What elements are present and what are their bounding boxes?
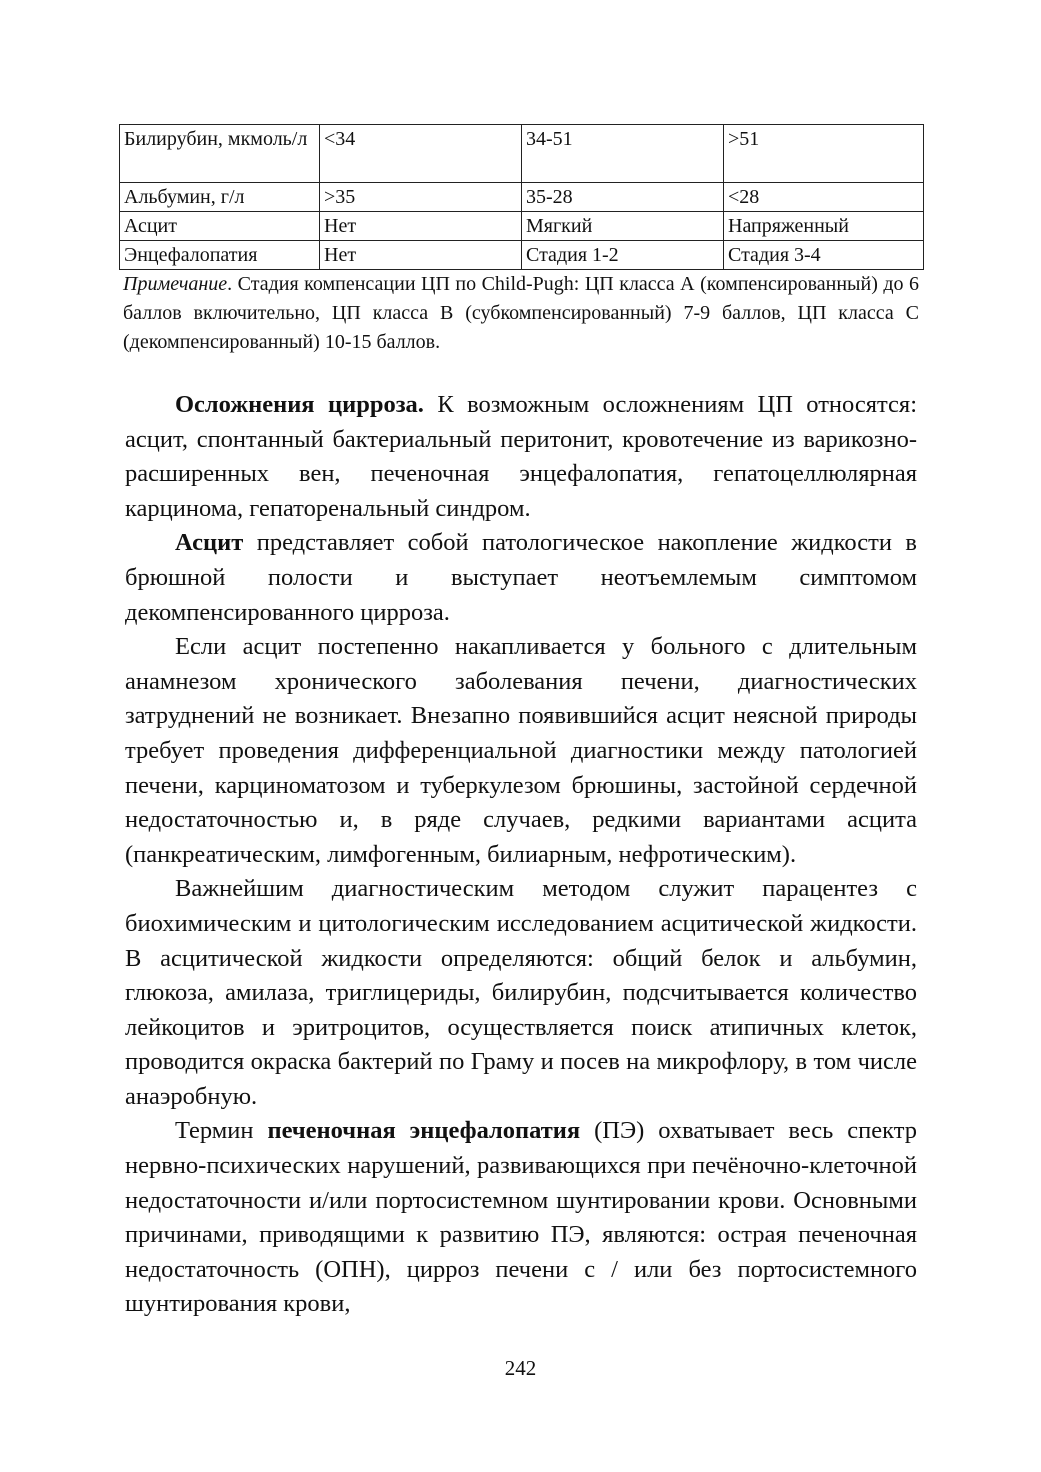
paragraph-encephalopathy <box>125 1114 917 1322</box>
table-cell: Билирубин, мкмоль/л <box>120 125 320 183</box>
table-row <box>120 212 924 241</box>
paragraph-text: (ПЭ) охватывает весь спектр нервно-психических нарушений, развивающихся при печёночно-клеточной недостаточности и/или портосистемном шунтировании крови. Основными причинами, приводящими к развитию ПЭ, являются: острая печеночная недостаточность (ОПН), цирроз печени с / или без портосистемного шунтирования крови, <box>125 1117 917 1318</box>
table-cell: Стадия 1-2 <box>522 241 724 270</box>
table-cell: >51 <box>724 125 924 183</box>
paragraph-ascites <box>125 526 917 630</box>
table-cell: Стадия 3-4 <box>724 241 924 270</box>
table-cell: <28 <box>724 183 924 212</box>
table-row <box>120 241 924 270</box>
main-text <box>125 388 917 1322</box>
term-hepatic-encephalopathy: печеночная энцефалопатия <box>267 1117 581 1145</box>
criteria-table <box>119 124 924 270</box>
table-cell: Альбумин, г/л <box>120 183 320 212</box>
paragraph-paracentesis: Важнейшим диагностическим методом служит парацентез с биохимическим и цитологическим исследованием асцитической жидкости. В асцитической жидкости определяются: общий белок и альбумин, глюкоза, амилаза, триглицериды, билирубин, подсчитывается количество лейкоцитов и эритроцитов, осуществляется поиск атипичных клеток, проводится окраска бактерий по Граму и посев на микрофлору, в том числе анаэробную. <box>125 875 917 1110</box>
table-row <box>120 183 924 212</box>
table-cell: Напряженный <box>724 212 924 241</box>
table-cell: <34 <box>320 125 522 183</box>
table-cell: Асцит <box>120 212 320 241</box>
note-text: . Стадия компенсации ЦП по Child-Pugh: ЦП класса А (компенсированный) до 6 баллов включительно, ЦП класса В (субкомпенсированный) 7-9 баллов, ЦП класса С (декомпенсированный) 10-15 баллов. <box>123 273 919 353</box>
heading-complications: Осложнения цирроза. <box>175 391 424 418</box>
table-note <box>123 270 919 357</box>
child-pugh-table-fragment <box>119 124 923 270</box>
table-cell: 35-28 <box>522 183 724 212</box>
table-cell: Энцефалопатия <box>120 241 320 270</box>
paragraph-complications <box>125 388 917 526</box>
term-ascites: Асцит <box>175 529 244 557</box>
table-cell: Нет <box>320 241 522 270</box>
paragraph-diagnosis: Если асцит постепенно накапливается у больного с длительным анамнезом хронического заболевания печени, диагностических затруднений не возникает. Внезапно появившийся асцит неясной природы требует проведения дифференциальной диагностики между патологией печени, карциноматозом и туберкулезом брюшины, застойной сердечной недостаточностью и, в ряде случаев, редкими вариантами асцита (панкреатическим, лимфогенным, билиарным, нефротическим). <box>125 633 917 868</box>
table-cell: 34-51 <box>522 125 724 183</box>
table-cell: Нет <box>320 212 522 241</box>
table-cell: >35 <box>320 183 522 212</box>
note-label: Примечание <box>123 273 228 295</box>
page-number: 242 <box>504 1356 537 1380</box>
paragraph-text: представляет собой патологическое накопление жидкости в брюшной полости и выступает неотъемлемым симптомом декомпенсированного цирроза. <box>125 529 917 626</box>
paragraph-text: К возможным осложнениям ЦП относятся: асцит, спонтанный бактериальный перитонит, кровотечение из варикозно-расширенных вен, печеночная энцефалопатия, гепатоцеллюлярная карцинома, гепаторенальный синдром. <box>125 391 917 522</box>
paragraph-text: Термин <box>175 1117 268 1145</box>
table-row <box>120 125 924 183</box>
table-cell: Мягкий <box>522 212 724 241</box>
